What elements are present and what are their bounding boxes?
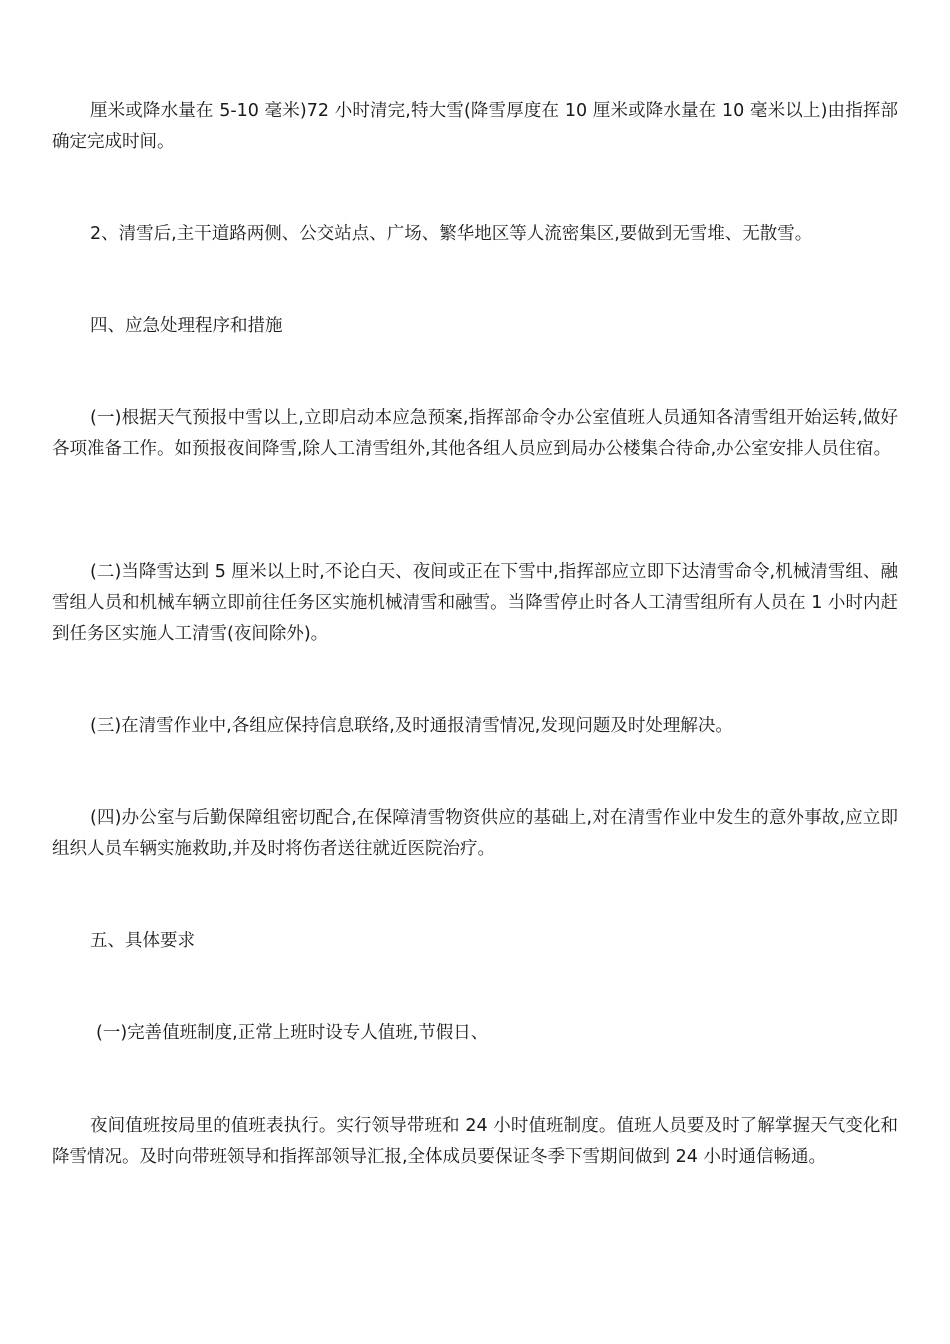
- paragraph-procedure-3: (三)在清雪作业中,各组应保持信息联络,及时通报清雪情况,发现问题及时处理解决。: [90, 716, 733, 736]
- section-heading-specific-requirements: 五、具体要求: [90, 931, 195, 951]
- paragraph-procedure-4: (四)办公室与后勤保障组密切配合,在保障清雪物资供应的基础上,对在清雪作业中发生的意外事故,应立即组织人员车辆实施救助,并及时将伤者送往就近医院治疗。: [52, 808, 898, 859]
- paragraph-duty-schedule: 夜间值班按局里的值班表执行。实行领导带班和 24 小时值班制度。值班人员要及时了解掌握天气变化和降雪情况。及时向带班领导和指挥部领导汇报,全体成员要保证冬季下雪期间做到 24 小时通信畅通。: [52, 1116, 898, 1167]
- section-heading-emergency-procedures: 四、应急处理程序和措施: [90, 316, 283, 336]
- paragraph-procedure-2: (二)当降雪达到 5 厘米以上时,不论白天、夜间或正在下雪中,指挥部应立即下达清雪命令,机械清雪组、融雪组人员和机械车辆立即前往任务区实施机械清雪和融雪。当降雪停止时各人工清雪组所有人员在 1 小时内赶到任务区实施人工清雪(夜间除外)。: [52, 562, 898, 644]
- paragraph-procedure-1: (一)根据天气预报中雪以上,立即启动本应急预案,指挥部命令办公室值班人员通知各清雪组开始运转,做好各项准备工作。如预报夜间降雪,除人工清雪组外,其他各组人员应到局办公楼集合待命,办公室安排人员住宿。: [52, 408, 898, 459]
- paragraph-post-clearing-requirement: 2、清雪后,主干道路两侧、公交站点、广场、繁华地区等人流密集区,要做到无雪堆、无散雪。: [90, 224, 813, 244]
- paragraph-requirement-1: (一)完善值班制度,正常上班时设专人值班,节假日、: [96, 1023, 489, 1043]
- paragraph-snow-clearing-deadline: 厘米或降水量在 5-10 毫米)72 小时清完,特大雪(降雪厚度在 10 厘米或降水量在 10 毫米以上)由指挥部确定完成时间。: [52, 101, 898, 152]
